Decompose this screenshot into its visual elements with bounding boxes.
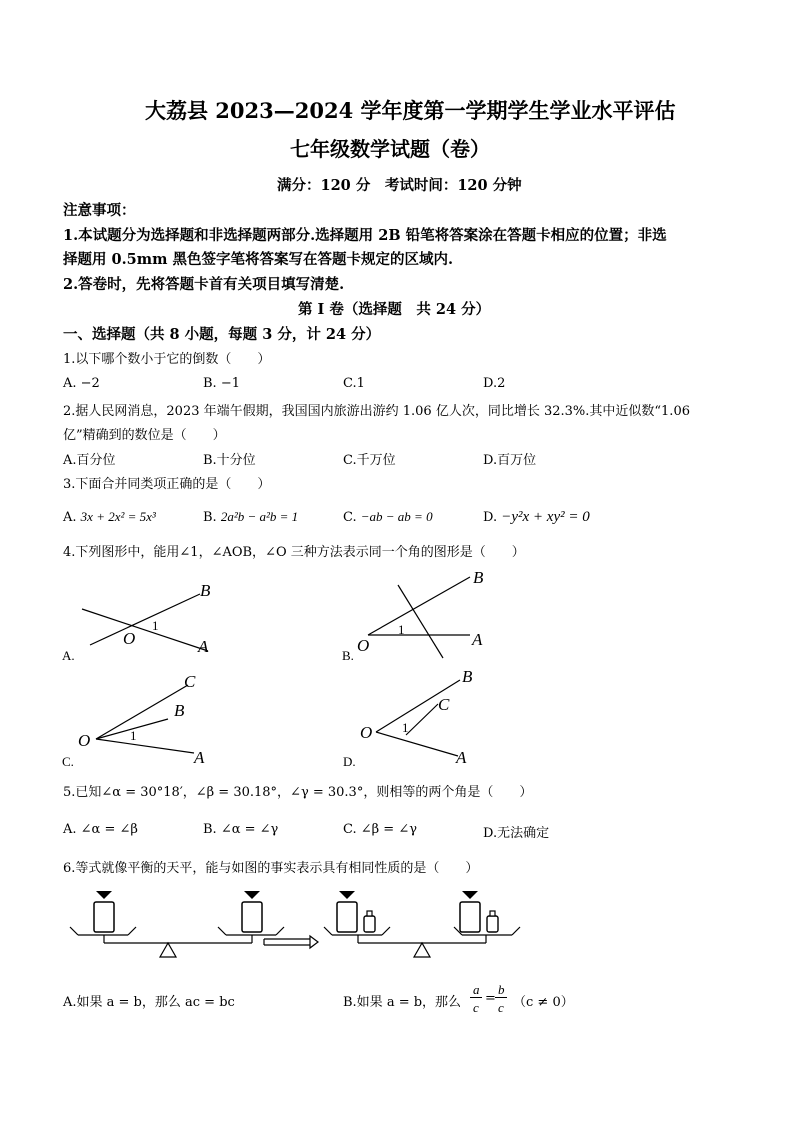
section-title: 第 I 卷（选择题 共 24 分） — [298, 301, 491, 318]
angle-1-label: 1 — [398, 622, 405, 637]
angle-1-label: 1 — [402, 720, 409, 735]
exam-title: 大荔县 2023—2024 学年度第一学期学生学业水平评估 — [145, 98, 676, 123]
q1-option-d: D.2 — [483, 376, 506, 391]
q6-frac-den: c — [473, 1000, 479, 1015]
q3-option-c — [343, 509, 433, 525]
q6-option-a: A.如果 a = b，那么 ac = bc — [63, 995, 235, 1010]
exam-subtitle: 七年级数学试题（卷） — [290, 137, 490, 161]
q4-stem: 4.下列图形中，能用∠1，∠AOB，∠O 三种方法表示同一个角的图形是（ ） — [63, 545, 525, 560]
q1-option-b: B. −1 — [203, 376, 240, 391]
q6-frac-den: c — [498, 1000, 504, 1015]
q3-option-b — [203, 509, 298, 525]
weight-top-icon — [339, 891, 355, 899]
notes-item1-line1: 1.本试题分为选择题和非选择题两部分.选择题用 2B 铅笔将答案涂在答题卡相应的位置；非选 — [63, 227, 667, 244]
q5-option-c: C. ∠β = ∠γ — [343, 822, 417, 837]
q3-option-c-label: C. — [343, 510, 357, 525]
q5-option-d: D.无法确定 — [483, 826, 550, 841]
q5-option-a: A. ∠α = ∠β — [63, 822, 138, 837]
q3-option-b-expr: 2a²b − a²b = 1 — [220, 509, 299, 524]
point-b-label: B — [200, 581, 211, 600]
section-part-heading: 一、选择题（共 8 小题，每题 3 分，计 24 分） — [63, 326, 381, 343]
q4-figure-b — [340, 565, 520, 665]
point-a-label: A — [456, 748, 467, 767]
q3-option-d — [483, 509, 590, 526]
weight-icon — [94, 902, 114, 932]
figure-a-option-label: A. — [62, 648, 75, 663]
exam-meta: 满分：120 分 考试时间：120 分钟 — [277, 177, 522, 194]
point-a-label: A — [194, 748, 205, 767]
q4-figure-c — [60, 665, 240, 770]
q3-stem: 3.下面合并同类项正确的是（ ） — [63, 477, 271, 492]
figure-d-option-label: D. — [343, 754, 356, 769]
ray-c — [406, 704, 438, 735]
notes-item1-line2: 择题用 0.5mm 黑色签字笔将答案写在答题卡规定的区域内. — [63, 251, 454, 268]
weight-icon — [460, 902, 480, 932]
figure-b-option-label: B. — [342, 648, 354, 663]
q3-option-d-label: D. — [483, 510, 498, 525]
weight-top-icon — [244, 891, 260, 899]
point-b-label: B — [473, 568, 484, 587]
q3-option-c-expr: −ab − ab = 0 — [360, 509, 433, 524]
point-a-label: A — [472, 630, 483, 649]
q2-option-d: D.百万位 — [483, 453, 537, 468]
q4-figure-d — [340, 660, 520, 770]
point-o-label: O — [78, 731, 91, 750]
fulcrum-icon — [414, 943, 430, 957]
q2-stem-line1: 2.据人民网消息，2023 年端午假期，我国国内旅游出游约 1.06 亿人次，同比增长 32.3%.其中近似数“1.06 — [63, 404, 690, 419]
small-weight-icon — [364, 916, 375, 932]
q6-option-b-prefix: B.如果 a = b，那么 — [343, 995, 462, 1010]
point-b-label: B — [174, 701, 185, 720]
point-o-label: O — [357, 636, 370, 655]
weight-icon — [242, 902, 262, 932]
q1-option-a: A. −2 — [63, 376, 100, 391]
q2-option-a: A.百分位 — [63, 453, 116, 468]
q3-option-a-label: A. — [63, 510, 77, 525]
q5-stem: 5.已知∠α = 30°18′，∠β = 30.18°，∠γ = 30.3°，则相等的两个角是（ ） — [63, 785, 533, 800]
q1-stem: 1.以下哪个数小于它的倒数（ ） — [63, 352, 271, 367]
left-balance — [70, 891, 284, 957]
q3-option-d-expr: −y²x + xy² = 0 — [501, 509, 590, 525]
weight-top-icon — [462, 891, 478, 899]
weight-top-icon — [96, 891, 112, 899]
ray-oa — [96, 739, 194, 753]
ray-oa — [376, 732, 458, 756]
line-ob — [90, 594, 200, 645]
ray-ob — [368, 577, 470, 635]
notes-item2: 2.答卷时，先将答题卡首有关项目填写清楚. — [63, 276, 345, 293]
notes-heading: 注意事项： — [63, 202, 136, 219]
q6-stem: 6.等式就像平衡的天平，能与如图的事实表示具有相同性质的是（ ） — [63, 861, 479, 876]
point-c-label: C — [184, 672, 196, 691]
angle-1-label: 1 — [130, 728, 137, 743]
point-o-label: O — [123, 629, 136, 648]
point-a-label: A — [198, 637, 209, 656]
balance-scale-figure — [60, 885, 530, 970]
point-b-label: B — [462, 667, 473, 686]
q1-option-c: C.1 — [343, 376, 365, 391]
fraction-bar — [495, 997, 507, 998]
q5-option-b: B. ∠α = ∠γ — [203, 822, 279, 837]
arrow-icon — [264, 936, 318, 948]
fulcrum-icon — [160, 943, 176, 957]
q3-option-a — [63, 509, 156, 525]
q2-option-c: C.千万位 — [343, 453, 396, 468]
q4-figure-a — [60, 572, 240, 667]
q6-option-b-suffix: （c ≠ 0） — [513, 995, 574, 1010]
figure-c-option-label: C. — [62, 754, 74, 769]
point-o-label: O — [360, 723, 373, 742]
line-oa — [82, 609, 208, 651]
weight-icon — [337, 902, 357, 932]
right-balance — [324, 891, 520, 957]
angle-1-label: 1 — [152, 618, 159, 633]
q3-option-b-label: B. — [203, 510, 217, 525]
fraction-bar — [470, 997, 482, 998]
q3-option-a-expr: 3x + 2x² = 5x³ — [80, 509, 156, 524]
q6-frac-a-num: a — [473, 982, 480, 997]
small-weight-icon — [487, 916, 498, 932]
q6-equals: = — [485, 991, 496, 1006]
point-c-label: C — [438, 695, 450, 714]
q2-stem-line2: 亿”精确到的数位是（ ） — [63, 428, 226, 443]
q2-option-b: B.十分位 — [203, 453, 256, 468]
q6-frac-b-num: b — [498, 982, 505, 997]
